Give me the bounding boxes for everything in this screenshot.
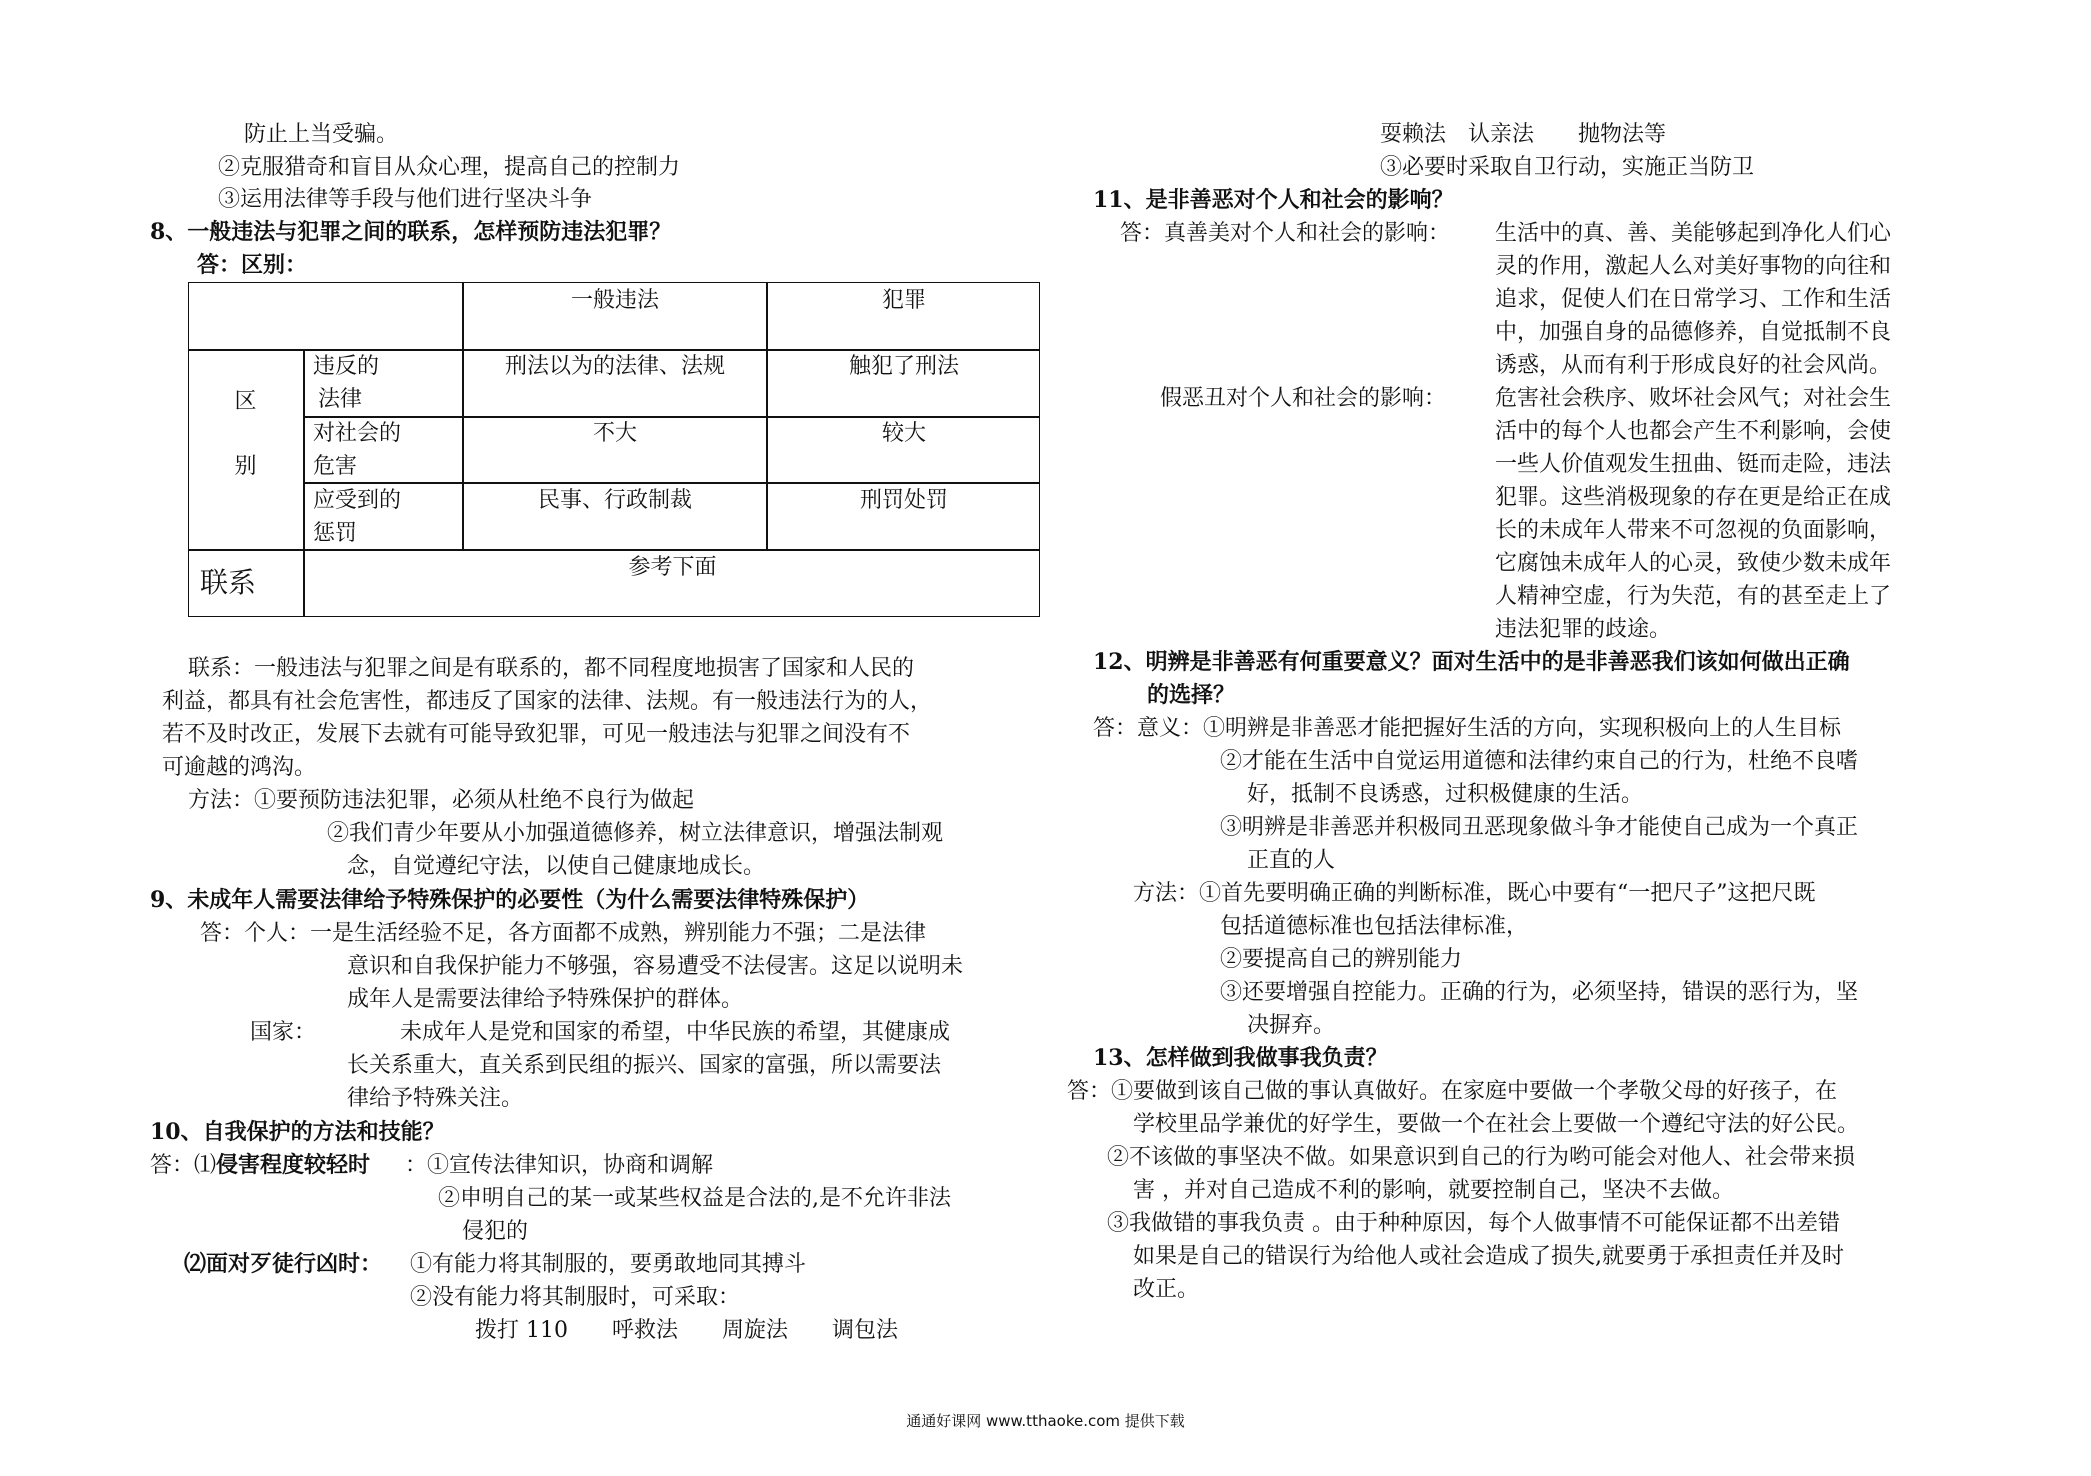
good-effect-line: 生活中的真、善、美能够起到净化人们心	[1495, 221, 1892, 246]
case-1-heading: 侵害程度较轻时	[216, 1152, 371, 1178]
responsibility-line: 答：①要做到该自己做的事认真做好。在家庭中要做一个孝敬父母的好孩子，在	[1067, 1079, 1838, 1104]
case-2-line: ①有能力将其制服的，要勇敢地同其搏斗	[410, 1252, 807, 1277]
method-line: ③还要增强自控能力。正确的行为，必须坚持，错误的恶行为，坚	[1220, 980, 1859, 1005]
bad-effect-line: 危害社会秩序、败坏社会风气；对社会生	[1495, 386, 1892, 411]
continued-line: 耍赖法 认亲法 抛物法等	[1380, 122, 1667, 147]
bad-effect-line: 长的未成年人带来不可忽视的负面影响，	[1495, 518, 1892, 543]
bad-effect-line: 它腐蚀未成年人的心灵，致使少数未成年	[1495, 551, 1892, 576]
link-paragraph: 联系：一般违法与犯罪之间是有联系的，都不同程度地损害了国家和人民的	[188, 656, 915, 681]
question-9-title: 9、未成年人需要法律给予特殊保护的必要性（为什么需要法律特殊保护）	[150, 887, 870, 913]
meaning-line: 正直的人	[1247, 848, 1336, 873]
method-line: 包括道德标准也包括法律标准，	[1220, 914, 1529, 939]
good-effect-label: 答：真善美对个人和社会的影响：	[1120, 221, 1451, 246]
meaning-line: 好，抵制不良诱惑，过积极健康的生活。	[1247, 782, 1644, 807]
table-group-label: 别	[234, 454, 257, 479]
link-paragraph: 利益，都具有社会危害性，都违反了国家的法律、法规。有一般违法行为的人，	[162, 689, 933, 714]
table-link-value: 参考下面	[628, 555, 717, 580]
link-paragraph: 可逾越的鸿沟。	[162, 755, 317, 780]
responsibility-line: 学校里品学兼优的好学生，要做一个在社会上要做一个遵纪守法的好公民。	[1133, 1112, 1860, 1137]
table-link-label: 联系	[200, 566, 257, 599]
table-header-crime: 犯罪	[881, 288, 926, 313]
question-10-title: 10、自我保护的方法和技能？	[150, 1119, 445, 1145]
table-aspect: 惩罚	[313, 521, 358, 546]
bad-effect-label: 假恶丑对个人和社会的影响：	[1160, 386, 1447, 411]
method-line: ②我们青少年要从小加强道德修养，树立法律意识，增强法制观	[327, 821, 944, 846]
table-cell: 刑法以为的法律、法规	[504, 354, 725, 379]
country-line: 律给予特殊关注。	[347, 1086, 524, 1111]
case-1-line: ：①宣传法律知识，协商和调解	[405, 1153, 714, 1178]
question-8-title: 8、一般违法与犯罪之间的联系，怎样预防违法犯罪？	[150, 219, 672, 245]
table-group-label: 区	[234, 389, 257, 414]
question-8-answer-label: 答：区别：	[197, 252, 308, 278]
responsibility-line: ③我做错的事我负责 。由于种种原因，每个人做事情不可能保证都不出差错	[1107, 1211, 1840, 1236]
table-cell: 刑罚处罚	[859, 488, 948, 513]
method-line: 方法：①首先要明确正确的判断标准，既心中要有“一把尺子”这把尺既	[1133, 881, 1816, 906]
bad-effect-line: 犯罪。这些消极现象的存在更是给正在成	[1495, 485, 1892, 510]
table-cell: 民事、行政制裁	[537, 488, 692, 513]
responsibility-line: 改正。	[1133, 1277, 1200, 1302]
personal-line: 成年人是需要法律给予特殊保护的群体。	[347, 987, 744, 1012]
table-aspect: 法律	[318, 387, 363, 412]
responsibility-line: 害 ，并对自己造成不利的影响，就要控制自己，坚决不去做。	[1133, 1178, 1734, 1203]
case-2-line: ②没有能力将其制服时，可采取：	[410, 1285, 741, 1310]
good-effect-line: 追求，促使人们在日常学习、工作和生活	[1495, 287, 1892, 312]
question-11-title: 11、是非善恶对个人和社会的影响？	[1093, 187, 1454, 213]
meaning-line: 答：意义：①明辨是非善恶才能把握好生活的方向，实现积极向上的人生目标	[1093, 716, 1842, 741]
case-1-line: ②申明自己的某一或某些权益是合法的,是不允许非法	[438, 1186, 951, 1211]
case-2-line: 拨打 110 呼救法 周旋法 调包法	[475, 1318, 898, 1343]
table-header-general: 一般违法	[570, 288, 659, 313]
continued-line: ③运用法律等手段与他们进行坚决斗争	[218, 187, 593, 212]
method-line: 决摒弃。	[1247, 1013, 1336, 1038]
bad-effect-line: 违法犯罪的歧途。	[1495, 617, 1672, 642]
table-aspect: 对社会的	[313, 421, 402, 446]
question-12-title: 12、明辨是非善恶有何重要意义？面对生活中的是非善恶我们该如何做出正确	[1093, 649, 1850, 675]
continued-line: ②克服猎奇和盲目从众心理，提高自己的控制力	[218, 155, 681, 180]
continued-line: ③必要时采取自卫行动，实施正当防卫	[1380, 155, 1755, 180]
table-cell: 触犯了刑法	[848, 354, 959, 379]
good-effect-line: 灵的作用，激起人么对美好事物的向往和	[1495, 254, 1892, 279]
meaning-line: ②才能在生活中自觉运用道德和法律约束自己的行为，杜绝不良嗜	[1220, 749, 1859, 774]
table-aspect: 应受到的	[313, 488, 402, 513]
table-aspect: 危害	[313, 454, 358, 479]
country-label: 国家：	[250, 1020, 317, 1045]
country-line: 未成年人是党和国家的希望，中华民族的希望，其健康成	[400, 1020, 951, 1045]
personal-line: 意识和自我保护能力不够强，容易遭受不法侵害。这足以说明未	[347, 954, 964, 979]
responsibility-line: ②不该做的事坚决不做。如果意识到自己的行为哟可能会对他人、社会带来损	[1107, 1145, 1856, 1170]
answer-prefix	[150, 1149, 370, 1182]
table-cell: 较大	[881, 421, 926, 446]
method-line: 念，自觉遵纪守法，以使自己健康地成长。	[347, 854, 766, 879]
responsibility-line: 如果是自己的错误行为给他人或社会造成了损失,就要勇于承担责任并及时	[1133, 1244, 1844, 1269]
case-2-heading: ⑵面对歹徒行凶时：	[184, 1251, 383, 1277]
question-12-title: 的选择？	[1147, 682, 1236, 708]
country-line: 长关系重大，直关系到民组的振兴、国家的富强，所以需要法	[347, 1053, 942, 1078]
bad-effect-line: 活中的每个人也都会产生不利影响，会使	[1495, 419, 1892, 444]
method-line: ②要提高自己的辨别能力	[1220, 947, 1463, 972]
meaning-line: ③明辨是非善恶并积极同丑恶现象做斗争才能使自己成为一个真正	[1220, 815, 1859, 840]
question-13-title: 13、怎样做到我做事我负责？	[1093, 1045, 1388, 1071]
link-paragraph: 若不及时改正，发展下去就有可能导致犯罪，可见一般违法与犯罪之间没有不	[162, 722, 911, 747]
bad-effect-line: 人精神空虚，行为失范，有的甚至走上了	[1495, 584, 1892, 609]
table-aspect: 违反的	[313, 354, 380, 379]
answer-prefix-text: 答：⑴	[150, 1153, 217, 1178]
continued-line: 防止上当受骗。	[244, 122, 399, 147]
personal-line: 答：个人：一是生活经验不足，各方面都不成熟，辨别能力不强；二是法律	[200, 921, 927, 946]
bad-effect-line: 一些人价值观发生扭曲、铤而走险，违法	[1495, 452, 1892, 477]
good-effect-line: 中，加强自身的品德修养，自觉抵制不良	[1495, 320, 1892, 345]
table-cell: 不大	[592, 421, 637, 446]
good-effect-line: 诱惑，从而有利于形成良好的社会风尚。	[1495, 353, 1892, 378]
page-footer: 通通好课网 www.tthaoke.com 提供下载	[906, 1412, 1185, 1430]
method-line: 方法：①要预防违法犯罪，必须从杜绝不良行为做起	[188, 788, 695, 813]
case-1-line: 侵犯的	[462, 1219, 529, 1244]
